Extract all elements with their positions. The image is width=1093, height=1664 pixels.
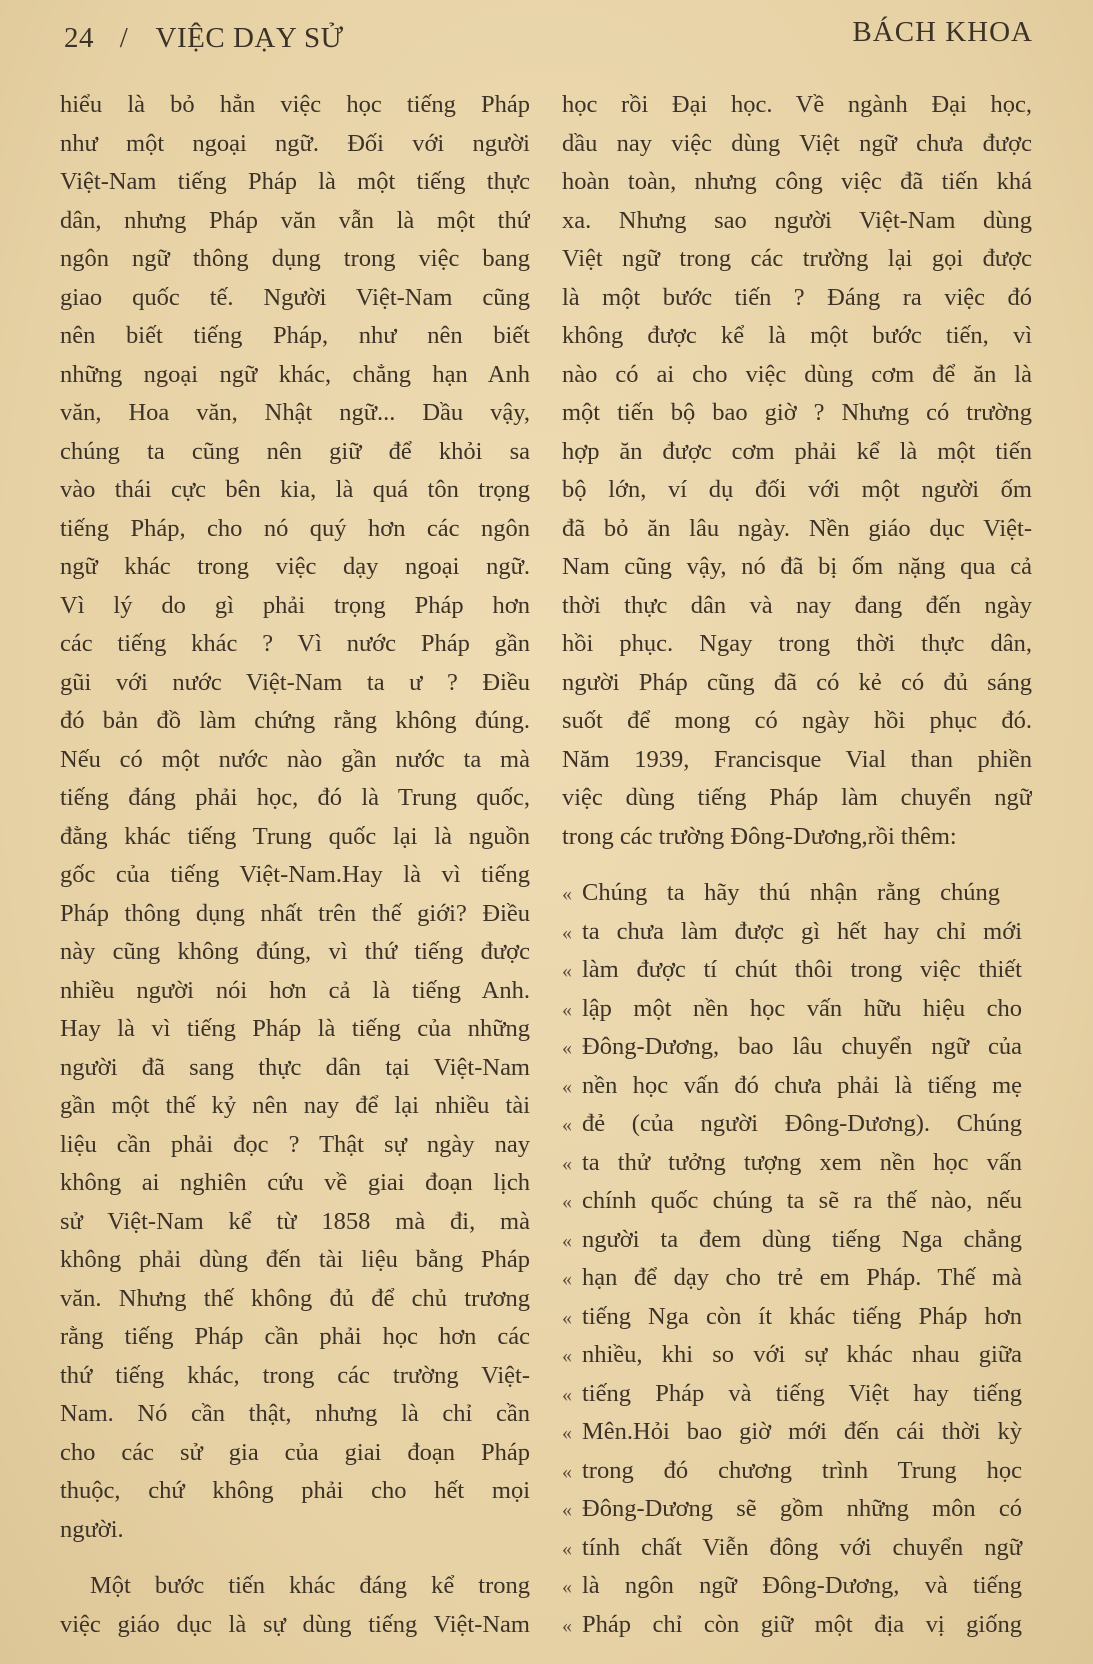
text-line: hợp ăn được cơm phải kể là một tiến [562,437,1032,465]
quote-mark: « [562,1152,572,1175]
text-line: không phải dùng đến tài liệu bằng Pháp [60,1246,530,1273]
quote-mark: « [562,1576,572,1598]
quote-text: trong đó chương trình Trung học [582,1456,1022,1484]
text-line: hiểu là bỏ hẳn việc học tiếng Pháp [60,91,530,118]
text-line: thuộc, chứ không phải cho hết mọi [60,1477,530,1504]
text-line: thời thực dân và nay đang đến ngày [562,591,1032,619]
text-line: văn, Hoa văn, Nhật ngữ... Dầu vậy, [60,399,530,426]
text-line: vào thái cực bên kia, là quá tôn trọng [60,476,530,503]
text-line: Nam cũng vậy, nó đã bị ốm nặng qua cả [562,553,1032,580]
text-line: hoàn toàn, nhưng công việc đã tiến khá [562,168,1032,195]
text-line: Pháp thông dụng nhất trên thế giới? Điều [60,899,530,927]
quote-line [562,1375,1032,1414]
quote-line [562,1144,1032,1183]
text-line: Việt ngữ trong các trường lại gọi được [562,245,1032,272]
text-line: ngôn ngữ thông dụng trong việc bang [60,245,530,272]
page-number: 24 [64,22,94,54]
quote-mark: « [562,921,572,944]
quote-line [562,1298,1032,1337]
text-line: nhiều người nói hơn cả là tiếng Anh. [60,976,530,1004]
quote-mark: « [562,1422,572,1444]
paragraph-gap [562,856,1032,874]
quote-text: Chúng ta hãy thú nhận rằng chúng [582,879,1000,906]
quote-mark: « [562,1537,572,1560]
quote-mark: « [562,1114,572,1136]
quote-mark: « [562,1268,572,1290]
running-head-left [64,22,344,55]
quote-mark: « [562,1191,572,1213]
text-line: người. [60,1515,124,1543]
left-column [60,86,530,1644]
quote-text: là ngôn ngữ Đông-Dương, và tiếng [582,1572,1022,1599]
quote-mark: « [562,1306,572,1329]
publication-title: BÁCH KHOA [852,16,1033,48]
quote-line [562,1105,1032,1144]
text-line: đó bản đồ làm chứng rằng không đúng. [60,707,530,734]
quote-line [562,1336,1032,1375]
text-line: trong các trường Đông-Dương,rồi thêm: [562,822,957,850]
text-line: gũi với nước Việt-Nam ta ư ? Điều [60,668,530,696]
text-line: liệu cần phải đọc ? Thật sự ngày nay [60,1130,530,1158]
quote-mark: « [562,1345,572,1367]
quote-text: tiếng Nga còn ít khác tiếng Pháp hơn [582,1302,1022,1330]
text-line: Việt-Nam tiếng Pháp là một tiếng thực [60,168,530,195]
text-line: nên biết tiếng Pháp, như nên biết [60,322,530,349]
quote-mark: « [562,883,572,905]
text-line: không ai nghiên cứu về giai đoạn lịch [60,1169,530,1196]
quote-mark: « [562,1614,572,1637]
right-column [562,86,1032,1644]
quote-line [562,913,1032,952]
text-line: như một ngoại ngữ. Đối với người [60,129,530,157]
text-line: Hay là vì tiếng Pháp là tiếng của những [60,1015,530,1042]
quote-text: Mên.Hỏi bao giờ mới đến cái thời kỳ [582,1418,1022,1445]
text-line: đã bỏ ăn lâu ngày. Nền giáo dục Việt- [562,514,1032,542]
text-line: xa. Nhưng sao người Việt-Nam dùng [562,206,1032,234]
text-line: cho các sử gia của giai đoạn Pháp [60,1438,530,1466]
quote-line [562,1067,1032,1106]
header-separator: / [119,22,129,54]
text-line: đằng khác tiếng Trung quốc lại là nguồn [60,822,530,850]
quote-line [562,1221,1032,1260]
section-title: VIỆC DẠY SỬ [155,22,344,54]
text-line: không được kể là một bước tiến, vì [562,322,1032,349]
quote-mark: « [562,1229,572,1252]
quote-mark: « [562,1383,572,1406]
quote-text: Đông-Dương sẽ gồm những môn có [582,1495,1022,1522]
quote-text: lập một nền học vấn hữu hiệu cho [582,994,1022,1022]
quote-line [562,1529,1032,1568]
text-line: Nam. Nó cần thật, nhưng là chỉ cần [60,1400,530,1427]
text-line: dầu nay việc dùng Việt ngữ chưa được [562,129,1032,157]
text-line: rằng tiếng Pháp cần phải học hơn các [60,1323,530,1350]
quote-mark: « [562,1499,572,1521]
quote-text: Pháp chỉ còn giữ một địa vị giống [582,1610,1022,1638]
text-line: thứ tiếng khác, trong các trường Việt- [60,1361,530,1389]
text-line: sử Việt-Nam kể từ 1858 mà đi, mà [60,1207,530,1235]
quote-text: ta thử tưởng tượng xem nền học vấn [582,1148,1022,1176]
quote-text: đẻ (của người Đông-Dương). Chúng [582,1110,1022,1137]
quote-line [562,1259,1032,1298]
text-line: Năm 1939, Francisque Vial than phiền [562,745,1032,773]
quote-line [562,1028,1032,1067]
text-line: người Pháp cũng đã có kẻ có đủ sáng [562,668,1032,696]
quote-text: tính chất Viễn đông với chuyển ngữ [582,1533,1022,1561]
text-line: Vì lý do gì phải trọng Pháp hơn [60,591,530,619]
quote-line [562,951,1032,990]
quote-text: hạn để dạy cho trẻ em Pháp. Thế mà [582,1264,1022,1291]
quote-text: nền học vấn đó chưa phải là tiếng mẹ [582,1071,1022,1099]
text-line: nào có ai cho việc dùng cơm để ăn là [562,360,1032,388]
quote-text: làm được tí chút thôi trong việc thiết [582,956,1022,983]
quote-mark: « [562,1037,572,1059]
quote-line [562,874,1032,913]
text-line: những ngoại ngữ khác, chẳng hạn Anh [60,360,530,388]
text-line: ngữ khác trong việc dạy ngoại ngữ. [60,553,530,580]
text-line: một tiến bộ bao giờ ? Nhưng có trường [562,399,1032,426]
text-line: hồi phục. Ngay trong thời thực dân, [562,630,1032,657]
text-line: Nếu có một nước nào gần nước ta mà [60,745,530,773]
quote-line [562,1490,1032,1529]
text-line: các tiếng khác ? Vì nước Pháp gần [60,630,530,657]
quote-text: nhiều, khi so với sự khác nhau giữa [582,1341,1022,1368]
text-line: suốt để mong có ngày hồi phục đó. [562,707,1032,734]
quote-line [562,1606,1032,1645]
text-line: giao quốc tế. Người Việt-Nam cũng [60,283,530,311]
quote-line [562,1182,1032,1221]
text-line: tiếng đáng phải học, đó là Trung quốc, [60,784,530,811]
quote-line [562,1452,1032,1491]
text-line: học rồi Đại học. Về ngành Đại học, [562,91,1032,118]
text-line: chúng ta cũng nên giữ để khỏi sa [60,437,530,465]
quote-line [562,990,1032,1029]
text-line: người đã sang thực dân tại Việt-Nam [60,1053,530,1081]
text-line: bộ lớn, ví dụ đối với một người ốm [562,476,1032,503]
text-line: việc dùng tiếng Pháp làm chuyển ngữ [562,784,1032,811]
text-line: Một bước tiến khác đáng kể trong [90,1572,530,1599]
text-line: văn. Nhưng thế không đủ để chủ trương [60,1284,530,1312]
quote-mark: « [562,1460,572,1483]
paragraph-gap [60,1549,530,1567]
quote-line [562,1567,1032,1606]
text-line: này cũng không đúng, vì thứ tiếng được [60,938,530,965]
quote-mark: « [562,960,572,982]
text-line: dân, nhưng Pháp văn vẫn là một thứ [60,206,530,234]
quote-text: người ta đem dùng tiếng Nga chẳng [582,1225,1022,1253]
quote-text: ta chưa làm được gì hết hay chỉ mới [582,917,1022,945]
text-line: gốc của tiếng Việt-Nam.Hay là vì tiếng [60,861,530,888]
quote-mark: « [562,998,572,1021]
quote-mark: « [562,1075,572,1098]
quote-text: tiếng Pháp và tiếng Việt hay tiếng [582,1379,1022,1407]
text-line: gần một thế kỷ nên nay để lại nhiều tài [60,1092,530,1119]
quote-line [562,1413,1032,1452]
quote-text: chính quốc chúng ta sẽ ra thế nào, nếu [582,1187,1022,1214]
text-line: là một bước tiến ? Đáng ra việc đó [562,283,1032,311]
page-header [60,14,1033,64]
text-line: tiếng Pháp, cho nó quý hơn các ngôn [60,514,530,542]
quote-text: Đông-Dương, bao lâu chuyển ngữ của [582,1033,1022,1060]
text-line: việc giáo dục là sự dùng tiếng Việt-Nam [60,1610,530,1638]
